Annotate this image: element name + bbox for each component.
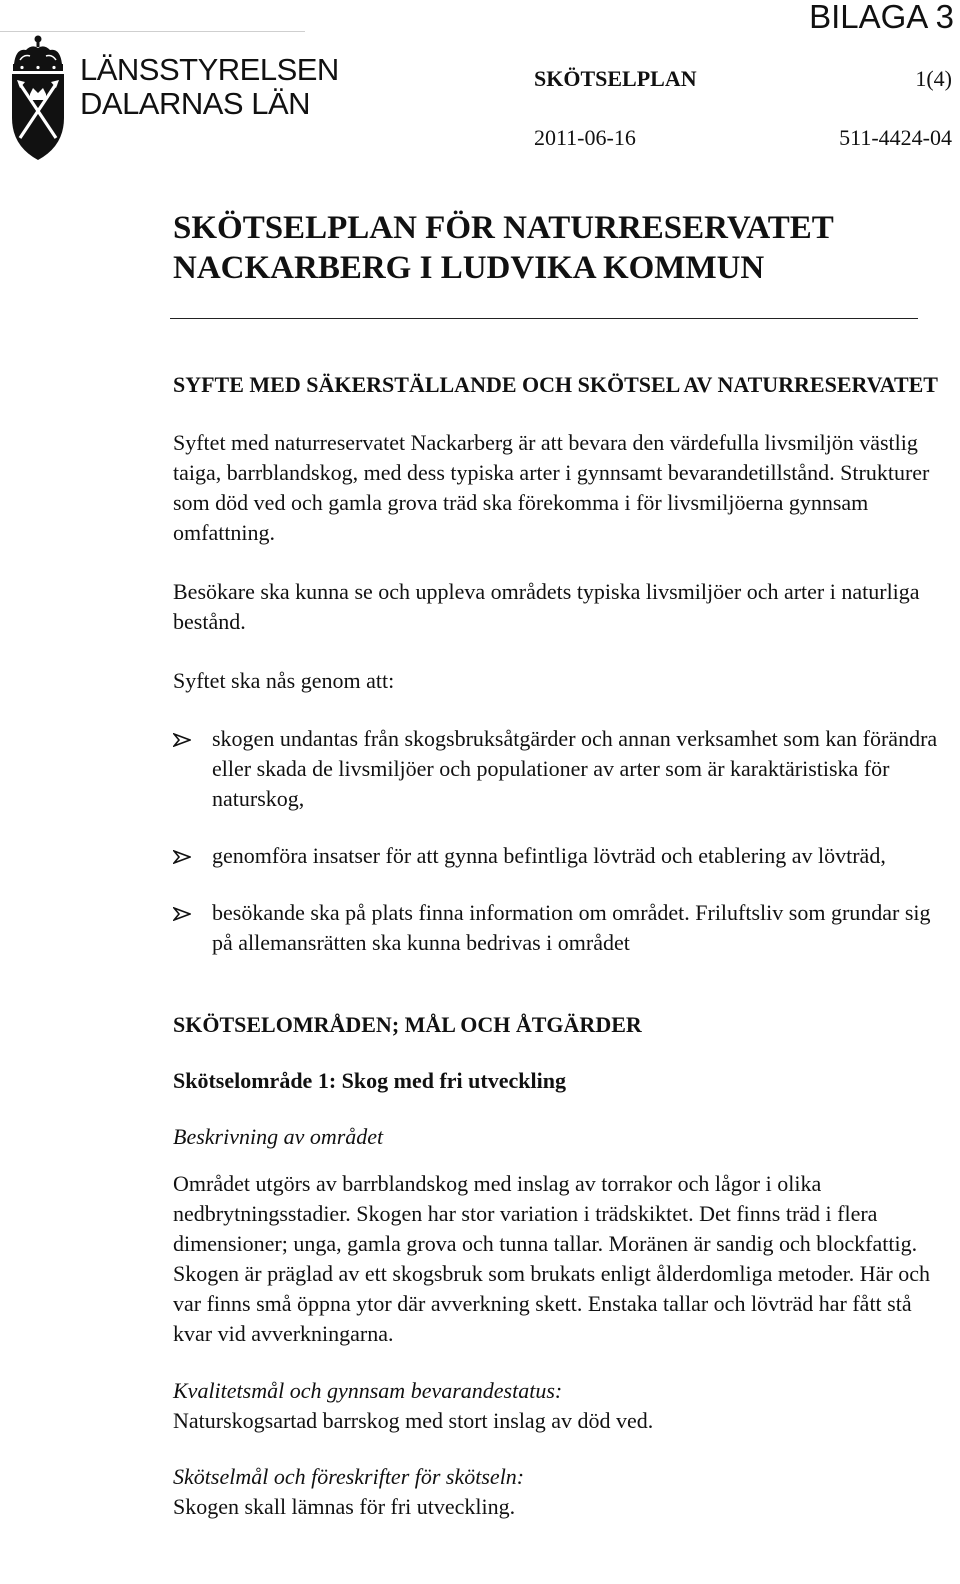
purpose-bullet-list bbox=[173, 724, 943, 958]
header-date: 2011-06-16 bbox=[534, 125, 636, 150]
purpose-paragraph-2: Besökare ska kunna se och uppleva områdets typiska livsmiljöer och arter i naturliga bestånd. bbox=[173, 579, 920, 634]
description-paragraph: Området utgörs av barrblandskog med inslag av torrakor och lågor i olika nedbrytningsstadier. Skogen har stor variation i trädskiktet. Det finns träd i flera dimensioner; unga, gamla grova och tunna tallar. Moränen är sandig och blockfattig. Skogen är präglad av ett skogsbruk som brukats enligt ålderdomliga metoder. Här och var finns små öppna ytor där avverkning skett. Enstaka tallar och lövträd har fått stå kvar vid avverkningarna. bbox=[173, 1171, 930, 1346]
logo-text-line1: LÄNSSTYRELSEN bbox=[80, 52, 339, 87]
description-label: Beskrivning av området bbox=[173, 1124, 384, 1149]
list-item bbox=[173, 724, 943, 814]
appendix-label: BILAGA 3 bbox=[809, 0, 954, 35]
quality-goal-label: Kvalitetsmål och gynnsam bevarandestatus: bbox=[173, 1378, 563, 1403]
arrowhead-bullet-icon bbox=[173, 907, 191, 921]
section-heading-purpose: SYFTE MED SÄKERSTÄLLANDE OCH SKÖTSEL AV NATURRESERVATET bbox=[173, 372, 938, 397]
crown-crest-icon bbox=[4, 34, 72, 167]
header-reference-number: 511-4424-04 bbox=[839, 125, 952, 150]
bullet-text: besökande ska på plats finna information om området. Friluftsliv som grundar sig på allemansrätten ska kunna bedrivas i området bbox=[212, 900, 931, 955]
care-goal-text: Skogen skall lämnas för fri utveckling. bbox=[173, 1494, 516, 1519]
purpose-paragraph-1: Syftet med naturreservatet Nackarberg är att bevara den värdefulla livsmiljön västlig taiga, barrblandskog, med dess typiska arter i gynnsamt bevarandetillstånd. Strukturer som död ved och gamla grova träd ska förekomma i för livsmiljöerna gynnsam omfattning. bbox=[173, 430, 930, 545]
bullet-text: skogen undantas från skogsbruksåtgärder och annan verksamhet som kan förändra eller skada de livsmiljöer och populationer av arter som är karaktäristiska för naturskog, bbox=[212, 726, 938, 811]
section-heading-areas: SKÖTSELOMRÅDEN; MÅL OCH ÅTGÄRDER bbox=[173, 1012, 642, 1037]
quality-goal-text: Naturskogsartad barrskog med stort inslag av död ved. bbox=[173, 1408, 654, 1433]
logo-text-line2: DALARNAS LÄN bbox=[80, 86, 311, 121]
document-title: SKÖTSELPLAN FÖR NATURRESERVATET NACKARBERG I LUDVIKA KOMMUN bbox=[173, 210, 834, 286]
care-goal-label: Skötselmål och föreskrifter för skötseln: bbox=[173, 1464, 525, 1489]
subsection-heading-area-1: Skötselområde 1: Skog med fri utveckling bbox=[173, 1068, 566, 1093]
title-divider bbox=[170, 318, 918, 319]
list-item bbox=[173, 841, 943, 871]
document-body bbox=[173, 370, 943, 1522]
header-page-number: 1(4) bbox=[915, 66, 952, 91]
purpose-paragraph-3: Syftet ska nås genom att: bbox=[173, 668, 395, 693]
bullet-text: genomföra insatser för att gynna befintliga lövträd och etablering av lövträd, bbox=[212, 843, 886, 868]
list-item bbox=[173, 898, 943, 958]
arrowhead-bullet-icon bbox=[173, 733, 191, 747]
logo-top-rule bbox=[0, 31, 305, 32]
arrowhead-bullet-icon bbox=[173, 850, 191, 864]
header-doc-type: SKÖTSELPLAN bbox=[534, 66, 697, 91]
